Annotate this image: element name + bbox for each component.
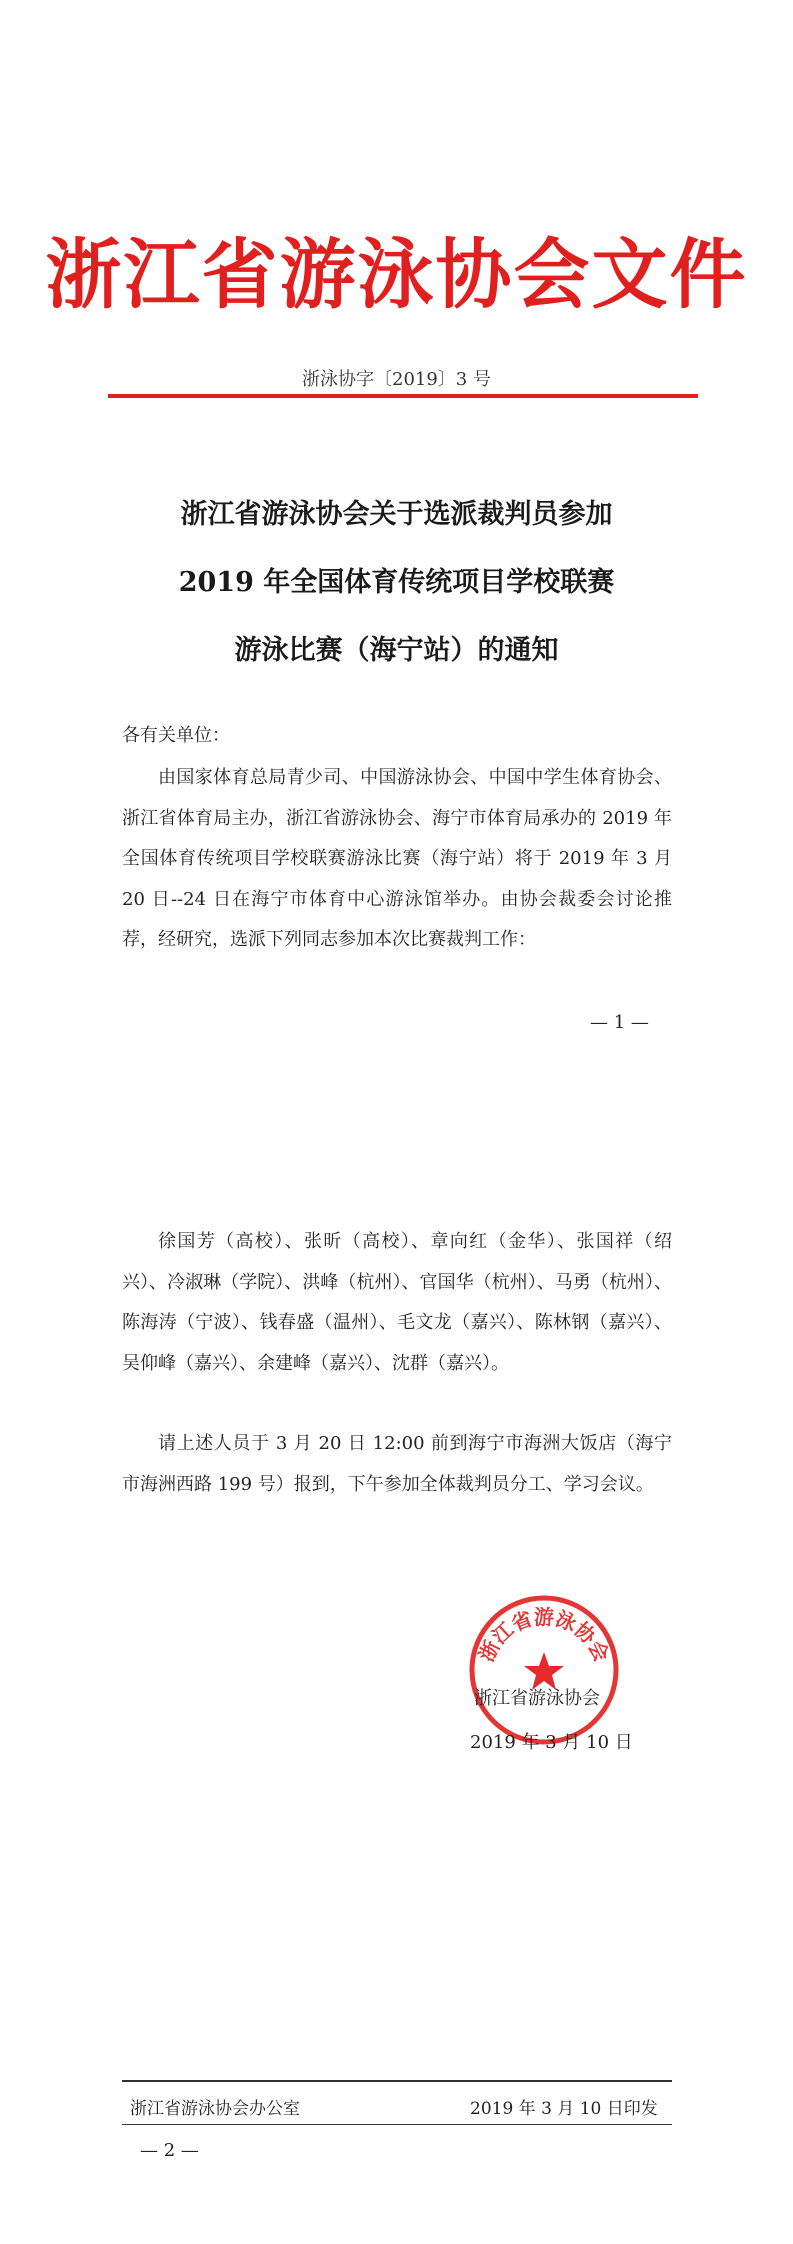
salutation: 各有关单位： [122, 725, 230, 746]
seal-text: 浙江省游泳协会 [474, 1605, 614, 1666]
body-paragraph-intro: 由国家体育总局青少司、中国游泳协会、中国中学生体育协会、浙江省体育局主办，浙江省游泳协会、海宁市体育局承办的 2019 年全国体育传统项目学校联赛游泳比赛（海宁站）将于 2019 年 3 月 20 日--24 日在海宁市体育中心游泳馆举办。由协会裁委会讨论推荐，经研究，选派下列同志参加本次比赛裁判工作： [122, 767, 672, 950]
footer-issuing-office: 浙江省游泳协会办公室 [130, 2099, 300, 2119]
document-number: 浙泳协字〔2019〕3 号 [302, 369, 491, 390]
body-paragraph-referees: 徐国芳（高校）、张昕（高校）、章向红（金华）、张国祥（绍兴）、冷淑琳（学院）、洪峰（杭州）、官国华（杭州）、马勇（杭州）、陈海涛（宁波）、钱春盛（温州）、毛文龙（嘉兴）、陈林钢（嘉兴）、吴仰峰（嘉兴）、余建峰（嘉兴）、沈群（嘉兴）。 [122, 1231, 672, 1374]
notice-title-line-2: 2019 年全国体育传统项目学校联赛 [178, 567, 615, 598]
footer-top-rule [122, 2080, 672, 2082]
signature-org: 浙江省游泳协会 [474, 1688, 600, 1709]
page-number-2: — 2 — [140, 2140, 199, 2161]
signature-date: 2019 年 3 月 10 日 [470, 1732, 633, 1753]
footer-bottom-rule [122, 2124, 672, 2125]
body-paragraph-report: 请上述人员于 3 月 20 日 12:00 前到海宁市海洲大饭店（海宁市海洲西路 199 号）报到，下午参加全体裁判员分工、学习会议。 [122, 1433, 672, 1495]
notice-title-line-1: 浙江省游泳协会关于选派裁判员参加 [180, 499, 613, 530]
official-seal-stamp [468, 1594, 620, 1746]
document-header-title: 浙江省游泳协会文件 [45, 230, 748, 319]
page-number-1: — 1 — [590, 1012, 649, 1033]
footer-print-date: 2019 年 3 月 10 日印发 [470, 2099, 658, 2119]
notice-title-line-3: 游泳比赛（海宁站）的通知 [234, 635, 559, 666]
header-red-divider [108, 394, 698, 398]
